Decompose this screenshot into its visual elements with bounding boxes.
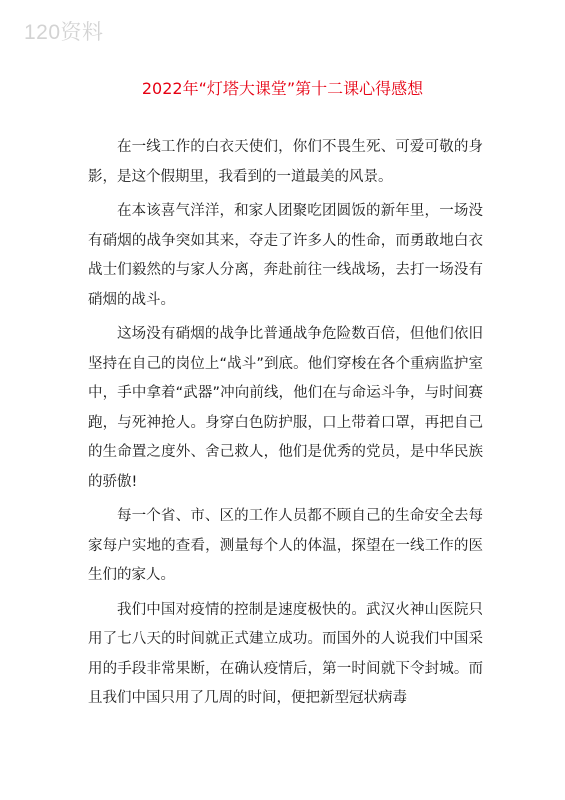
document-body bbox=[88, 133, 483, 719]
paragraph: 每一个省、市、区的工作人员都不顾自己的生命安全去每家每户实地的查看，测量每个人的体温，探望在一线工作的医生们的家人。 bbox=[88, 508, 483, 583]
paragraph: 在一线工作的白衣天使们，你们不畏生死、可爱可敬的身影，是这个假期里，我看到的一道最美的风景。 bbox=[88, 139, 483, 185]
watermark-logo: 120资料 bbox=[24, 21, 104, 44]
document-title: 2022年“灯塔大课堂”第十二课心得感想 bbox=[141, 79, 424, 98]
paragraph: 这场没有硝烟的战争比普通战争危险数百倍，但他们依旧坚持在自己的岗位上“战斗”到底。他们穿梭在各个重病监护室中，手中拿着“武器”冲向前线，他们在与命运斗争，与时间赛跑，与死神抢人。身穿白色防护服，口上带着口罩，再把自己的生命置之度外、舍己救人，他们是优秀的党员，是中华民族的骄傲! bbox=[88, 326, 483, 490]
paragraph: 我们中国对疫情的控制是速度极快的。武汉火神山医院只用了七八天的时间就正式建立成功。而国外的人说我们中国采用的手段非常果断，在确认疫情后，第一时间就下令封城。而且我们中国只用了几周的时间，便把新型冠状病毒 bbox=[88, 601, 483, 706]
paragraph: 在本该喜气洋洋，和家人团聚吃团圆饭的新年里，一场没有硝烟的战争突如其来，夺走了许多人的性命，而勇敢地白衣战士们毅然的与家人分离，奔赴前往一线战场，去打一场没有硝烟的战斗。 bbox=[88, 203, 483, 308]
